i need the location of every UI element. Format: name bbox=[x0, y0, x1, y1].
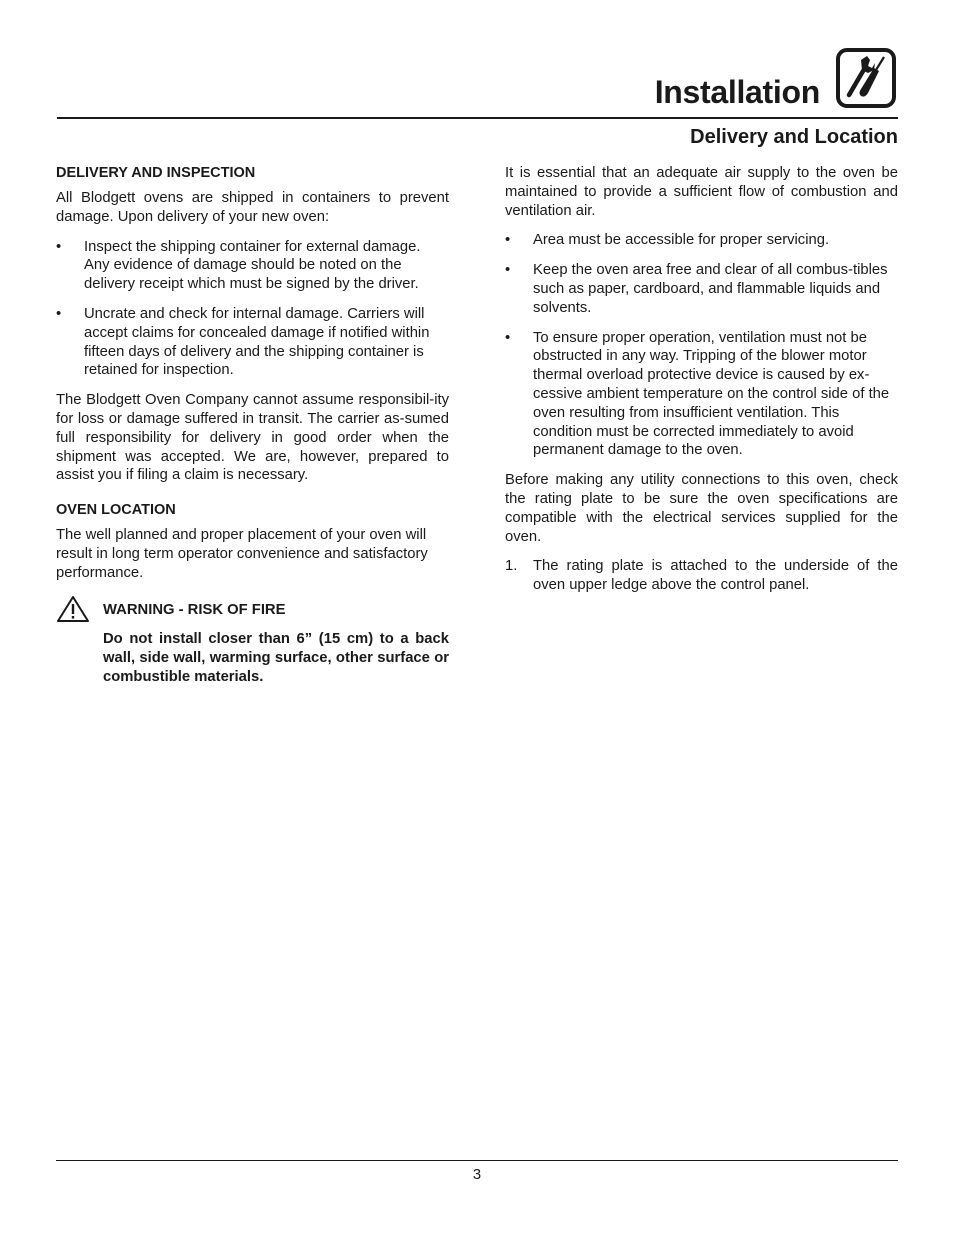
fire-warning bbox=[56, 601, 449, 687]
location-paragraph: The well planned and proper placement of your oven will result in long term operator convenience and satisfactory performance. bbox=[56, 527, 428, 581]
wrench-screwdriver-icon bbox=[834, 46, 898, 110]
list-marker: 1. bbox=[505, 558, 518, 575]
ventilation-bullet-list bbox=[505, 231, 898, 460]
list-item: • Keep the oven area free and clear of all combus-tibles such as paper, cardboard, and flammable liquids and solvents. bbox=[505, 261, 898, 317]
list-item: • To ensure proper operation, ventilation must not be obstructed in any way. Tripping of the blower motor thermal overload protective device is caused by ex-cessive ambient temperature on the control side of the oven resulting from insufficient ventilation. This condition must be corrected immediately to avoid permanent damage to the oven. bbox=[505, 329, 898, 461]
delivery-paragraph: The Blodgett Oven Company cannot assume responsibil-ity for loss or damage suffered in transit. The carrier as-sumed full responsibility for delivery in good order when the shipment was accepted. We are, however, prepared to assist you if filing a claim is necessary. bbox=[56, 392, 449, 484]
page-number: 3 bbox=[472, 1167, 482, 1183]
air-supply-paragraph: It is essential that an adequate air supply to the oven be maintained to provide a sufficient flow of combustion and ventilation air. bbox=[505, 165, 898, 219]
section-title: Delivery and Location bbox=[690, 126, 898, 148]
right-column bbox=[505, 164, 898, 606]
list-item: • Uncrate and check for internal damage. Carriers will accept claims for concealed damage if notified within fifteen days of delivery and the shipping container is retained for inspection. bbox=[56, 305, 449, 380]
warning-text: Do not install closer than 6” (15 cm) to a back wall, side wall, warming surface, other surface or combustible materials. bbox=[103, 631, 449, 685]
delivery-bullet-list bbox=[56, 238, 449, 381]
delivery-intro: All Blodgett ovens are shipped in containers to prevent damage. Upon delivery of your new oven: bbox=[56, 190, 449, 225]
warning-triangle-icon bbox=[56, 595, 90, 623]
location-heading: OVEN LOCATION bbox=[56, 502, 176, 519]
numbered-list bbox=[505, 557, 898, 595]
list-item: • Inspect the shipping container for external damage. Any evidence of damage should be noted on the delivery receipt which must be signed by the driver. bbox=[56, 238, 449, 294]
list-item bbox=[505, 557, 898, 595]
utility-paragraph: Before making any utility connections to this oven, check the rating plate to be sure the oven specifications are compatible with the electrical services supplied for the oven. bbox=[505, 472, 898, 545]
list-item-text: The rating plate is attached to the underside of the oven upper ledge above the control panel. bbox=[533, 558, 898, 594]
left-column bbox=[56, 164, 449, 698]
page-title: Installation bbox=[654, 74, 820, 110]
warning-title: WARNING - RISK OF FIRE bbox=[103, 601, 286, 618]
header-rule bbox=[57, 117, 898, 119]
list-item: • Area must be accessible for proper servicing. bbox=[505, 231, 898, 250]
delivery-heading: DELIVERY AND INSPECTION bbox=[56, 165, 256, 181]
footer-rule bbox=[56, 1160, 898, 1161]
